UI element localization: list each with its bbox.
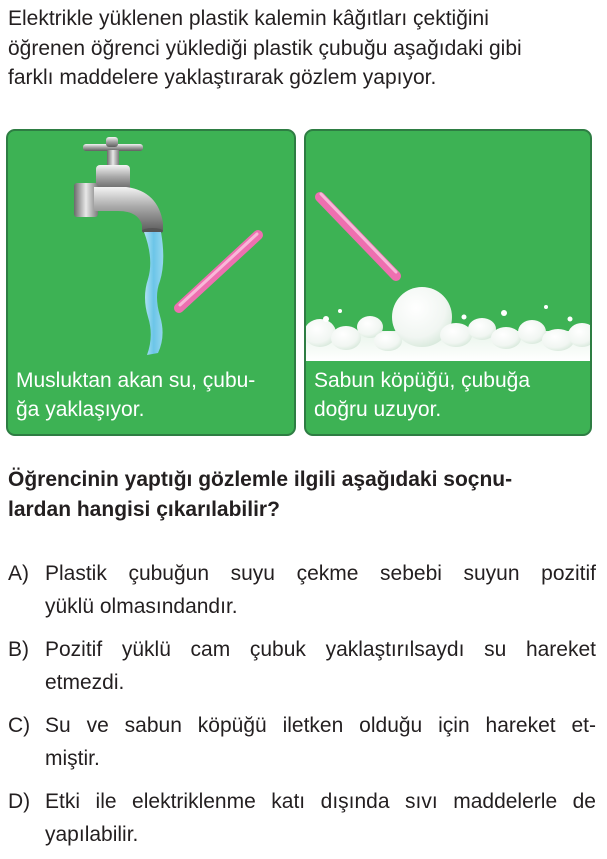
question-text [8,465,598,525]
caption-line: Musluktan akan su, çubu- [16,369,256,392]
water-stream [144,232,163,355]
faucet-illustration [8,131,296,361]
option-text-line: Pozitif yüklü cam çubuk yaklaştırılsaydı su hareket [45,638,596,661]
intro-line: Elektrikle yüklenen plastik kalemin kâğıtları çektiğini [8,7,489,30]
caption-line: Sabun köpüğü, çubuğa [314,369,531,392]
option-text-line: Su ve sabun köpüğü iletken olduğu için hareket et- [45,714,596,737]
intro-paragraph [8,4,596,93]
option-letter: A) [8,562,29,585]
faucet-icon [74,137,163,234]
option-letter: C) [8,714,31,737]
plastic-rod [320,197,396,276]
soap-panel [304,129,592,436]
option-letter: D) [8,790,31,813]
intro-line: farklı maddelere yaklaştırarak gözlem yapıyor. [8,66,437,89]
soap-illustration [306,131,592,361]
option-text-line: miştir. [45,747,100,770]
option-text-line: yapılabilir. [45,823,139,846]
faucet-caption [16,366,288,424]
option-text-line: yüklü olmasındandır. [45,595,238,618]
caption-line: ğa yaklaşıyor. [16,398,145,421]
option-text-line: etmezdi. [45,671,125,694]
option-text-line: Plastik çubuğun suyu çekme sebebi suyun pozitif [45,562,596,585]
soap-caption [314,366,584,424]
intro-line: öğrenen öğrenci yüklediği plastik çubuğu aşağıdaki gibi [8,36,522,60]
caption-line: doğru uzuyor. [314,398,442,421]
option-letter: B) [8,638,29,661]
soap-foam-icon [306,287,592,361]
faucet-panel [6,129,296,436]
option-text-line: Etki ile elektriklenme katı dışında sıvı maddelerle de [45,790,596,813]
question-line: lardan hangisi çıkarılabilir? [8,498,280,521]
question-line: Öğrencinin yaptığı gözlemle ilgili aşağıdaki soçnu- [8,468,513,491]
